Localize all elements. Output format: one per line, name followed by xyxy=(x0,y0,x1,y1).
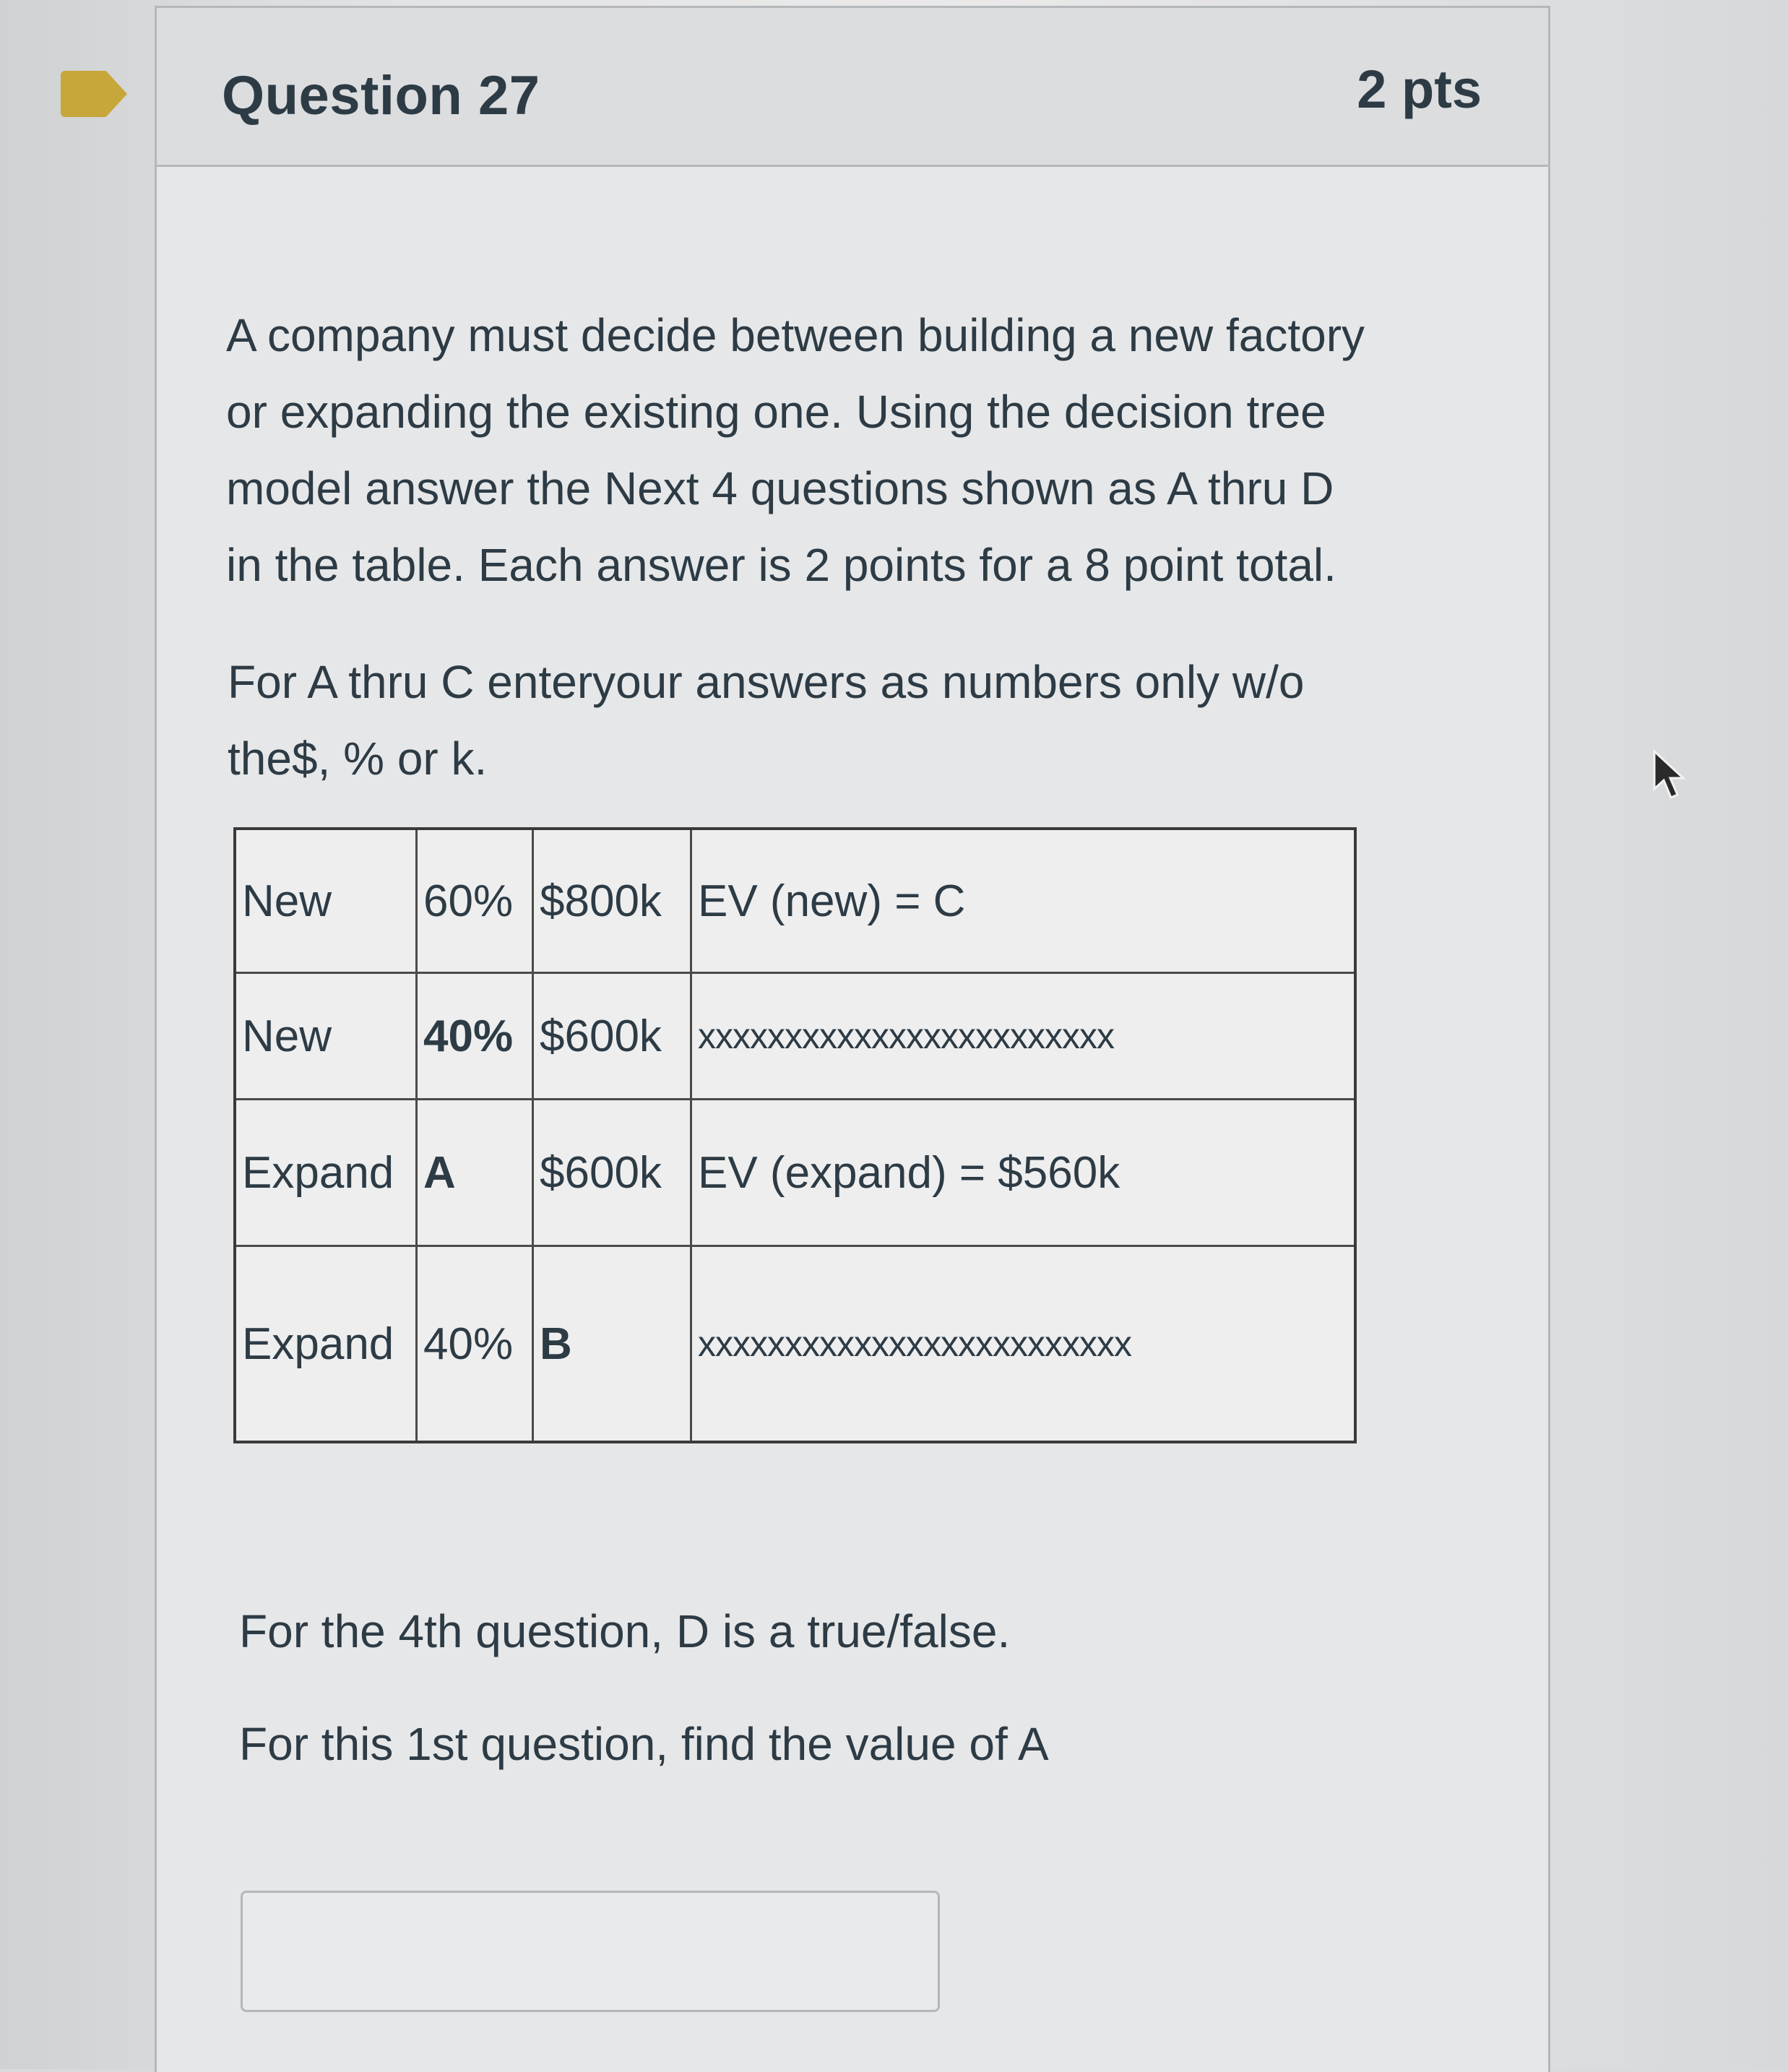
answer-instructions: For A thru C enteryour answers as numbers only w/o the$, % or k. xyxy=(228,656,1305,785)
question-title: Question 27 xyxy=(222,65,540,126)
question-points: 2 pts xyxy=(1357,59,1482,119)
question-d-note: For the 4th question, D is a true/false. xyxy=(239,1605,1011,1657)
table-cell: New xyxy=(235,973,417,1100)
question-prompt-block xyxy=(226,297,1498,603)
table-cell: B xyxy=(533,1246,691,1443)
answer-input[interactable] xyxy=(241,1891,940,2012)
table-cell: $800k xyxy=(533,829,691,973)
table-cell: 60% xyxy=(417,829,533,973)
table-cell: New xyxy=(235,829,417,973)
table-row xyxy=(235,1100,1355,1246)
table-row xyxy=(235,973,1355,1100)
table-cell: $600k xyxy=(533,1100,691,1246)
table-cell: Expand xyxy=(235,1100,417,1246)
table-cell: A xyxy=(417,1100,533,1246)
question-prompt: A company must decide between building a new factory or expanding the existing one. Using the decision tree model answer the Next 4 questions shown as A thru D in the table. Each answer is 2 points for a 8 point total. xyxy=(226,309,1365,591)
decision-table xyxy=(233,827,1357,1443)
table-cell: 40% xyxy=(417,973,533,1100)
question-a-note: For this 1st question, find the value of A xyxy=(239,1718,1049,1770)
table-row xyxy=(235,1246,1355,1443)
question-header xyxy=(157,8,1548,167)
question-card xyxy=(155,6,1550,2072)
table-cell: xxxxxxxxxxxxxxxxxxxxxxxxx xyxy=(691,1246,1356,1443)
table-cell: $600k xyxy=(533,973,691,1100)
table-cell: xxxxxxxxxxxxxxxxxxxxxxxx xyxy=(691,973,1356,1100)
table-cell: Expand xyxy=(235,1246,417,1443)
table-cell: EV (new) = C xyxy=(691,829,1356,973)
table-cell: EV (expand) = $560k xyxy=(691,1100,1356,1246)
instructions-block xyxy=(228,644,1470,797)
table-row xyxy=(235,829,1355,973)
mouse-pointer-icon xyxy=(1651,748,1688,800)
table-cell: 40% xyxy=(417,1246,533,1443)
